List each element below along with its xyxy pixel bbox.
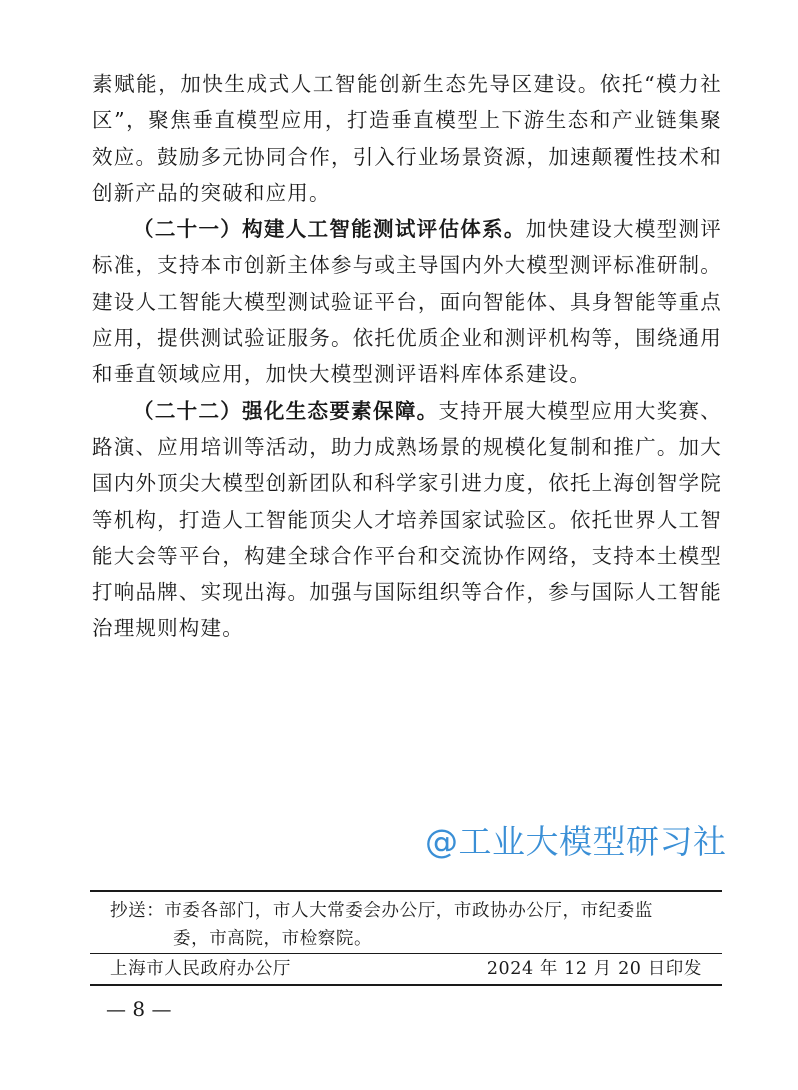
issuing-office: 上海市人民政府办公厅 (110, 959, 291, 979)
cc-distribution (110, 897, 700, 953)
paragraph-text: 支持开展大模型应用大奖赛、路演、应用培训等活动，助力成熟场景的规模化复制和推广。加大国内外顶尖大模型创新团队和科学家引进力度，依托上海创智学院等机构，打造人工智能顶尖人才培养国家试验区。依托世界人工智能大会等平台，构建全球合作平台和交流协作网络，支持本土模型打响品牌、实现出海。加强与国际组织等合作，参与国际人工智能治理规则构建。 (92, 398, 722, 641)
cc-label: 抄送： (110, 901, 165, 921)
section-heading: （二十一）构建人工智能测试评估体系。 (133, 217, 526, 242)
cc-recipients-1: 市委各部门，市人大常委会办公厅，市政协办公厅，市纪委监 (164, 901, 654, 921)
divider-middle (90, 953, 722, 954)
watermark-text: @工业大模型研习社 (425, 822, 727, 861)
divider-bottom (90, 984, 722, 986)
paragraph-section-22 (92, 393, 722, 647)
paragraph-continuation (92, 66, 722, 211)
issuer-row (110, 957, 702, 981)
paragraph-text: 加快建设大模型测评标准，支持本市创新主体参与或主导国内外大模型测评标准研制。建设人工智能大模型测试验证平台，面向智能体、具身智能等重点应用，提供测试验证服务。依托优质企业和测评机构等，围绕通用和垂直领域应用，加快大模型测评语料库体系建设。 (92, 217, 722, 387)
page-number: — 8 — (106, 997, 172, 1021)
paragraph-text: 素赋能，加快生成式人工智能创新生态先导区建设。依托“模力社区”，聚焦垂直模型应用，打造垂直模型上下游生态和产业链集聚效应。鼓励多元协同合作，引入行业场景资源，加速颠覆性技术和创新产品的突破和应用。 (92, 72, 722, 205)
section-heading: （二十二）强化生态要素保障。 (133, 398, 439, 423)
cc-line-2: 委，市高院，市检察院。 (173, 929, 373, 949)
divider-top (90, 890, 722, 892)
paragraph-section-21 (92, 211, 722, 392)
document-body (92, 66, 722, 647)
issue-date: 2024 年 12 月 20 日印发 (486, 959, 702, 979)
cc-line-1 (110, 897, 700, 925)
